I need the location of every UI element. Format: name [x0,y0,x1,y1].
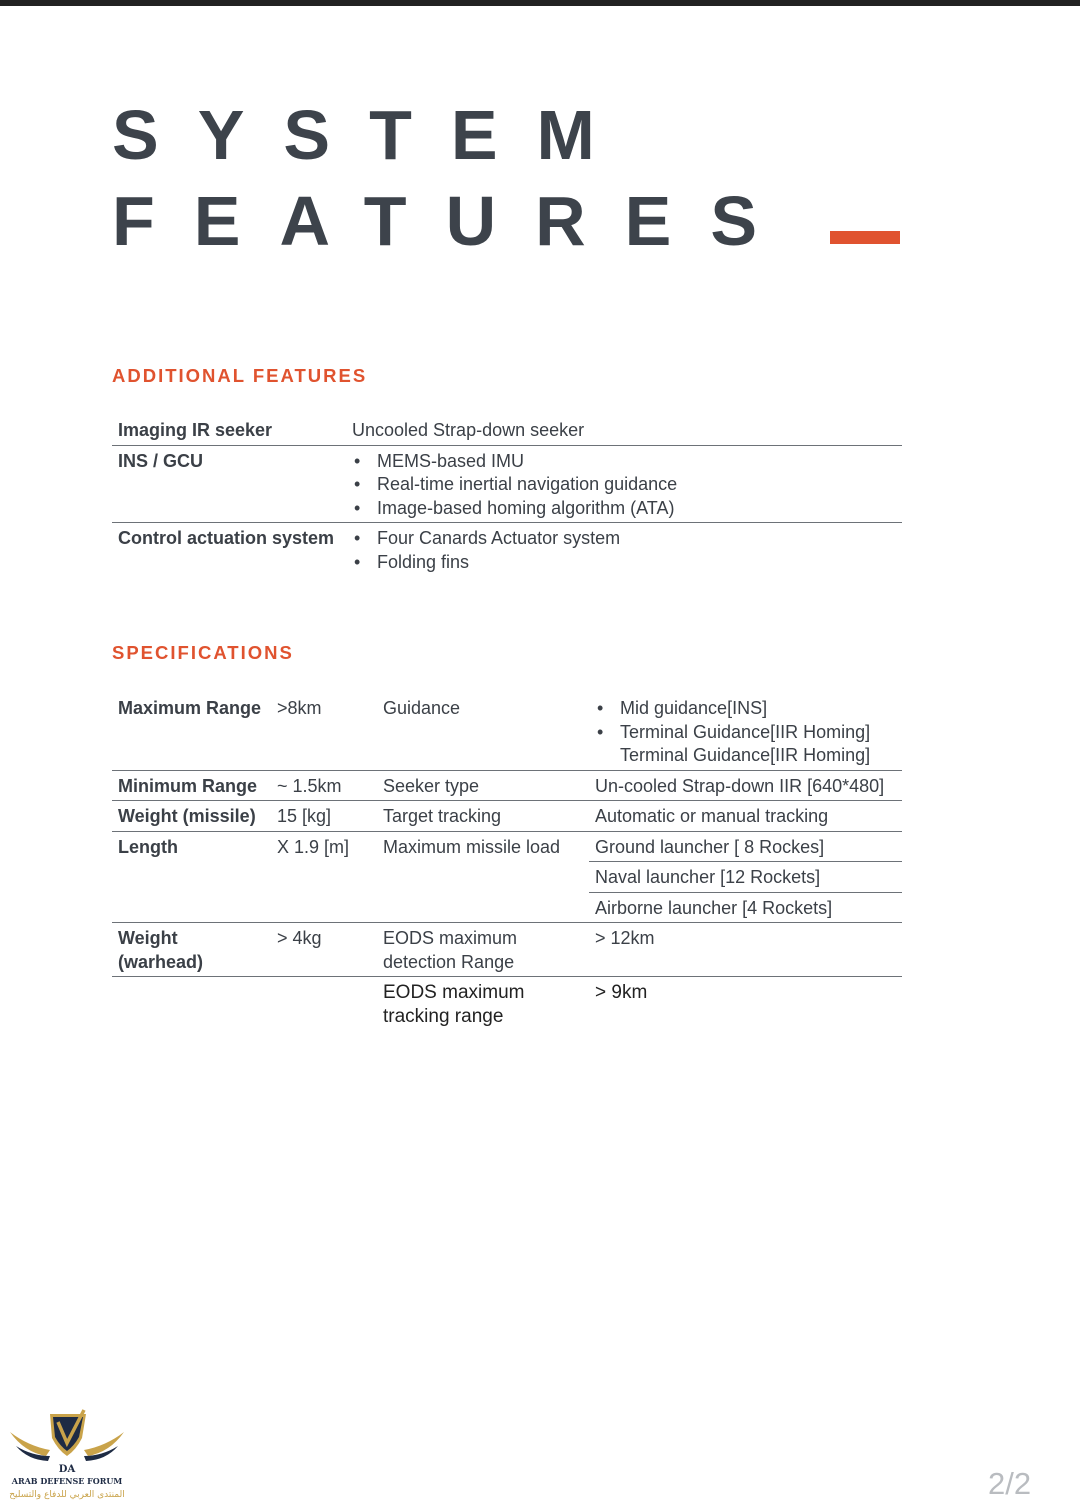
list-item: • Mid guidance[INS] [595,697,896,721]
table-row [112,977,902,1031]
spec-value: Automatic or manual tracking [589,801,902,832]
spec-label: Maximum missile load [377,831,589,923]
arab-defense-forum-watermark-logo [6,1408,128,1500]
specifications-table [112,693,902,1030]
list-item: • Real-time inertial navigation guidance [352,473,896,497]
spec-value: 15 [kg] [271,801,377,832]
spec-label: Weight (warhead) [112,923,271,977]
spec-value [589,693,902,770]
spec-label: Weight (missile) [112,801,271,832]
page-number: 2/2 [988,1466,1032,1501]
spec-value: ~ 1.5km [271,770,377,801]
spec-value: > 9km [595,982,648,1003]
feature-label: INS / GCU [112,445,346,523]
feature-value [346,445,902,523]
spec-label: Guidance [377,693,589,770]
spec-value: Un-cooled Strap-down IIR [640*480] [589,770,902,801]
spec-label: Minimum Range [112,770,271,801]
table-row [112,770,902,801]
list-item: • MEMS-based IMU [352,450,896,474]
list-item: • Four Canards Actuator system [352,527,896,551]
feature-label: Imaging IR seeker [112,415,346,445]
table-row [112,923,902,977]
feature-value [346,523,902,577]
table-row [112,831,902,862]
guidance-extra-line: Terminal Guidance[IIR Homing] [620,745,871,765]
page-title-line-1: SYSTEM [112,96,634,174]
spec-label: EODS maximum tracking range [383,982,525,1027]
list-item: • Image-based homing algorithm (ATA) [352,497,896,521]
spec-label: Target tracking [377,801,589,832]
watermark-name: ARAB DEFENSE FORUM [11,1476,123,1486]
spec-label: Maximum Range [112,693,271,770]
additional-features-heading: ADDITIONAL FEATURES [112,365,368,386]
specifications-heading: SPECIFICATIONS [112,642,294,663]
watermark-arabic: المنتدى العربي للدفاع والتسليح [9,1490,125,1500]
table-row [112,415,902,445]
spec-value: > 4kg [271,923,377,977]
top-edge-bar [0,0,1080,6]
list-item: • Terminal Guidance[IIR Homing] [595,721,896,745]
watermark-initials: DA [58,1464,76,1475]
table-row [112,445,902,523]
spec-label: Seeker type [377,770,589,801]
feature-value: Uncooled Strap-down seeker [346,415,902,445]
list-item: • Folding fins [352,551,896,575]
table-row [112,523,902,577]
spec-value: Ground launcher [ 8 Rockes] [589,831,902,862]
page-title-line-2: FEATURES [112,182,797,260]
feature-label: Control actuation system [118,528,335,548]
table-row [112,693,902,770]
spec-label: EODS maximum detection Range [377,923,589,977]
spec-label: Length [112,831,271,923]
spec-value: >8km [271,693,377,770]
spec-value: Naval launcher [12 Rockets] [589,862,902,893]
additional-features-table [112,415,902,576]
spec-value: X 1.9 [m] [271,831,377,923]
title-accent-bar [830,231,900,244]
table-row [112,801,902,832]
spec-value: > 12km [589,923,902,977]
spec-value: Airborne launcher [4 Rockets] [589,892,902,923]
